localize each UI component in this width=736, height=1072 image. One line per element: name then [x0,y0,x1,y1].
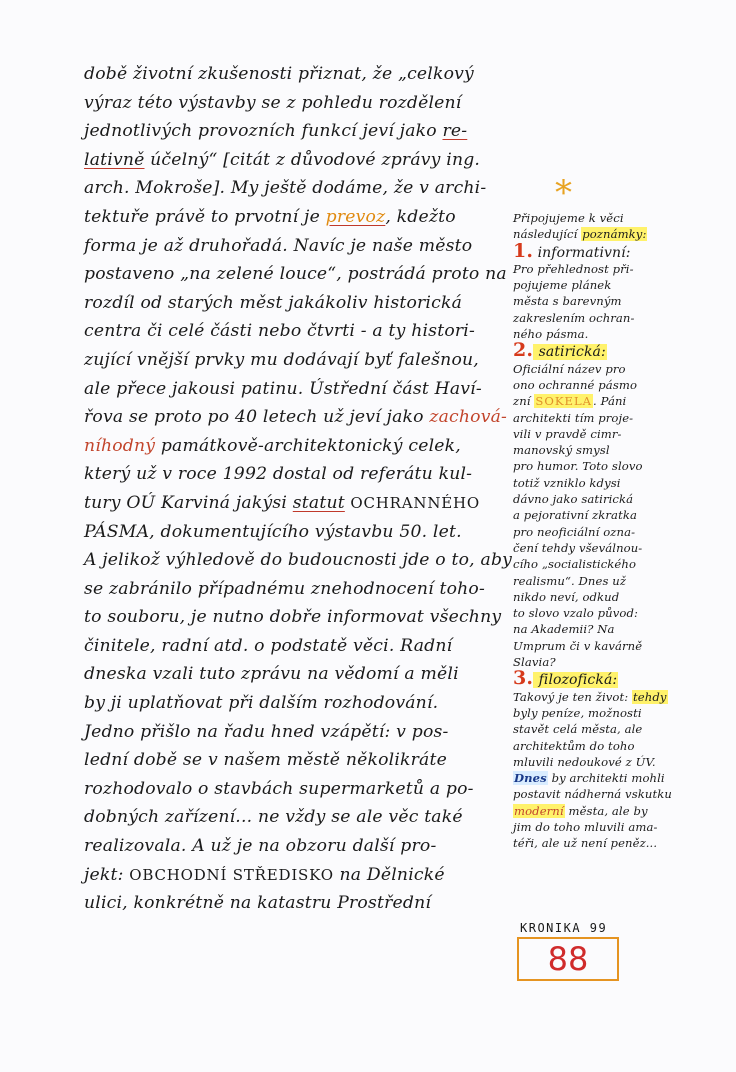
text-span: by architekti mohli [547,771,665,786]
note-line [513,226,713,242]
text-line [84,432,514,461]
text-span: jednotlivých provozních funkcí jeví jako [84,121,443,142]
page-number: 88 [547,940,589,978]
text-span: památkově-architektonický celek, [155,435,461,456]
underlined-word: statut [292,492,345,513]
text-span: zní [513,394,535,409]
text-line: době životní zkušenosti přiznat, že „celkový [84,64,474,84]
text-span: řova se proto po 40 letech už jeví jako [84,407,430,428]
note-line [513,689,713,705]
note-line: Umprum či v kavárně [513,638,643,653]
text-span: tury OÚ Karviná jakýsi [84,492,293,513]
note-line: cího „socialistického [513,557,637,572]
heading-number: 1. [513,239,534,262]
note-line: postavit nádherná vskutku [513,787,672,802]
red-word: zachová- [429,407,508,428]
text-line: dneska vzali tuto zprávu na vědomí a měli [84,664,459,685]
note-heading-satirical [513,339,713,362]
highlighted-word: tehdy [633,689,667,704]
note-line: architektům do toho [513,738,635,753]
text-span: Takový je ten život: [513,689,633,704]
note-line: totiž vzniklo kdysi [513,475,621,490]
heading-label: filozofická: [534,672,618,689]
text-line: ale přece jakousi patinu. Ústřední část Haví- [84,378,482,399]
note-line: dávno jako satirická [513,492,634,507]
note-line: mluvili nedoukové z ÚV. [513,754,656,769]
note-line: téři, ale už není peněz... [513,836,658,851]
text-line: rozdíl od starých měst jakákoliv historická [84,292,463,313]
highlighted-word: poznámky: [582,227,647,242]
text-line [84,146,514,175]
text-span: tektuře právě to prvotní je [84,206,326,227]
text-line [84,117,514,146]
note-line [513,770,713,786]
text-line [84,861,514,890]
text-span: na Dělnické [333,864,445,885]
chronicle-label: KRONIKA 99 [520,921,608,935]
heading-label: informativní: [533,244,631,261]
underlined-word: lativně [84,149,145,170]
note-line: ného pásma. [513,327,589,342]
caps-text: OBCHODNÍ STŘEDISKO [129,865,334,884]
text-line: A jelikož výhledově do budoucnosti jde o to, aby [84,550,513,571]
note-line: manovský smysl [513,443,610,458]
note-line: byly peníze, možnosti [513,705,642,720]
text-span: . Páni [593,394,627,409]
text-span: , kdežto [385,206,456,227]
note-line: nikdo neví, odkud [513,589,620,604]
note-line: vili v pravdě cimr- [513,426,622,441]
note-line: stavět celá města, ale [513,722,643,737]
text-line: výraz této výstavby se z pohledu rozdělení [84,92,462,113]
text-line: ulici, konkrétně na katastru Prostřední [84,893,432,914]
note-heading-informative [513,239,713,262]
page-number-box [517,937,619,981]
note-line: Oficiální název pro [513,361,626,376]
note-line: ono ochranné pásmo [513,377,638,392]
underlined-word: re- [442,121,468,142]
text-line [84,489,514,518]
note-line: realismu“. Dnes už [513,573,627,588]
red-word: níhodný [84,435,156,456]
note-line: na Akademii? Na [513,622,615,637]
note-line: to slovo vzalo původ: [513,606,638,621]
note-line: zakreslením ochran- [513,310,635,325]
note-line [513,803,713,819]
sokela-word: SOKELA [535,394,593,409]
highlighted-word: moderní [514,803,564,818]
note-line: čení tehdy vševálnou- [513,540,643,555]
text-line: by ji uplatňovat při dalším rozhodování. [84,693,439,714]
main-text-column [84,60,514,918]
side-notes-column [513,210,713,852]
note-line: Připojujeme k věci [513,211,624,225]
heading-number: 3. [513,667,534,690]
text-line: lední době se v našem městě několikráte [84,750,447,771]
text-line: rozhodovalo o stavbách supermarketů a po- [84,778,474,799]
note-line: města s barevným [513,294,622,309]
heading-label: satirická: [534,344,606,361]
note-heading-philosophical [513,667,713,690]
text-line: PÁSMA, dokumentujícího výstavbu 50. let. [84,521,462,542]
text-line: postaveno „na zelené louce“, postrádá proto na [84,264,507,285]
note-line: pro neoficiální ozna- [513,524,636,539]
text-line: to souboru, je nutno dobře informovat všechny [84,607,502,628]
text-line: činitele, radní atd. o podstatě věci. Radní [84,635,453,656]
text-line [84,403,514,432]
text-line: který už v roce 1992 dostal od referátu kul- [84,464,473,485]
note-line: jim do toho mluvili ama- [513,819,658,834]
text-span: účelný“ [citát z důvodové zprávy ing. [144,149,481,170]
text-span: následující [513,227,582,242]
text-line: dobných zařízení... ne vždy se ale věc také [84,807,463,828]
note-line: a pejorativní zkratka [513,508,637,523]
text-line: se zabránilo případnému znehodnocení toho- [84,578,485,599]
note-line [513,393,713,409]
note-line: pojujeme plánek [513,278,612,293]
text-line: forma je až druhořadá. Navíc je naše město [84,235,473,256]
text-line: Jedno přišlo na řadu hned vzápětí: v pos- [84,721,449,742]
note-line: architekti tím proje- [513,410,634,425]
highlighted-word: Dnes [514,771,547,786]
text-span: jekt: [84,864,130,885]
note-line: Pro přehlednost při- [513,261,634,276]
note-line: Slavia? [513,655,556,670]
text-line [84,203,514,232]
text-line: centra či celé části nebo čtvrti - a ty histori- [84,321,475,342]
text-span: města, ale by [564,803,648,818]
caps-text: OCHRANNÉHO [344,493,480,512]
text-line: arch. Mokroše]. My ještě dodáme, že v archi- [84,178,487,199]
text-line: realizovala. A už je na obzoru další pro- [84,836,437,857]
heading-number: 2. [513,339,534,362]
text-line: zující vnější prvky mu dodávají byť falešnou, [84,349,479,370]
asterisk-icon: * [555,173,572,213]
note-line: pro humor. Toto slovo [513,459,643,474]
highlighted-word-prevoz: prevoz [325,206,386,227]
